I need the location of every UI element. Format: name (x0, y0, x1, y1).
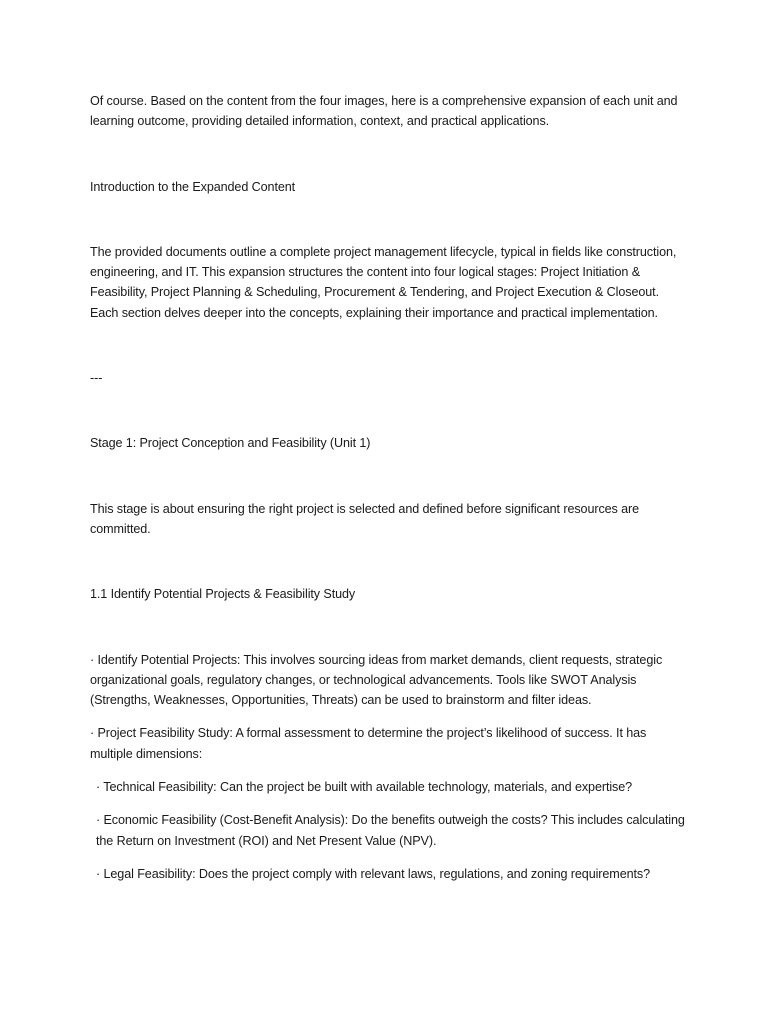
sub-bullet-item: · Economic Feasibility (Cost-Benefit Analysis): Do the benefits outweigh the costs? This includes calculating the Return on Investment (ROI) and Net Present Value (NPV). (96, 813, 685, 848)
intro-paragraph: Of course. Based on the content from the four images, here is a comprehensive expansion of each unit and learning outcome, providing detailed information, context, and practical applications. (90, 94, 678, 129)
divider-text: --- (90, 371, 103, 386)
bullet-item: · Identify Potential Projects: This involves sourcing ideas from market demands, client requests, strategic organizational goals, regulatory changes, or technological advancements. Tools like SWOT Analysis (Strengths, Weaknesses, Opportunities, Threats) can be used to brainstorm and filter ideas. (90, 652, 663, 708)
bullet-item: · Project Feasibility Study: A formal assessment to determine the project’s likelihood of success. It has multiple dimensions: (90, 726, 647, 761)
subsection-heading: 1.1 Identify Potential Projects & Feasibility Study (90, 587, 356, 602)
sub-bullet-item: · Legal Feasibility: Does the project comply with relevant laws, regulations, and zoning requirements? (96, 866, 651, 881)
stage-heading: Stage 1: Project Conception and Feasibility (Unit 1) (90, 436, 371, 451)
document-page (90, 91, 690, 884)
sub-bullet-item: · Technical Feasibility: Can the project be built with available technology, materials, and expertise? (96, 780, 633, 795)
stage-description: This stage is about ensuring the right project is selected and defined before significant resources are committed. (90, 501, 640, 536)
overview-paragraph: The provided documents outline a complete project management lifecycle, typical in fields like construction, engineering, and IT. This expansion structures the content into four logical stages: Project Initiation & Feasibility, Project Planning & Scheduling, Procurement & Tendering, and Project Execution & Closeout. Each section delves deeper into the concepts, explaining their importance and practical implementation. (90, 244, 677, 320)
section-heading: Introduction to the Expanded Content (90, 179, 296, 194)
